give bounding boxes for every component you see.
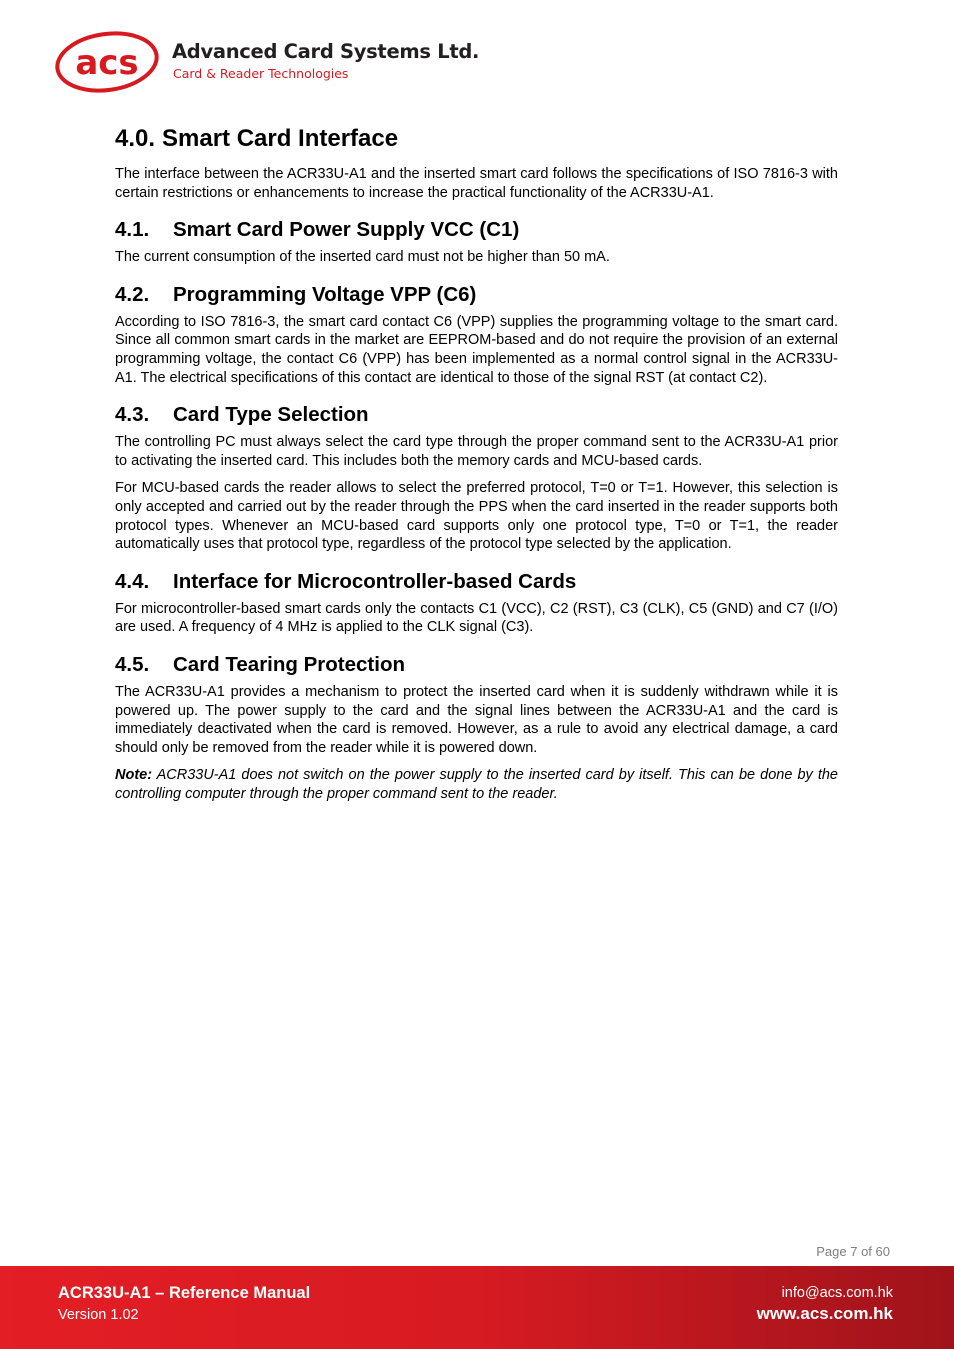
subsection-heading-4-3 xyxy=(115,402,838,428)
company-name: Advanced Card Systems Ltd. xyxy=(172,40,480,63)
page-footer xyxy=(0,1266,954,1349)
section-heading xyxy=(115,122,838,156)
section-number: 4.0. xyxy=(115,125,156,152)
footer-version: Version 1.02 xyxy=(58,1307,139,1323)
company-tagline: Card & Reader Technologies xyxy=(173,66,349,81)
paragraph: For microcontroller-based smart cards only the contacts C1 (VCC), C2 (RST), C3 (CLK), C5 (GND) and C7 (I/O) are used. A frequency of 4 MHz is applied to the CLK signal (C3). xyxy=(115,600,838,636)
footer-website-link[interactable]: www.acs.com.hk xyxy=(756,1304,893,1323)
page-number: Page 7 of 60 xyxy=(816,1244,890,1259)
subsection-number: 4.3. xyxy=(115,403,150,427)
subsection-title: Card Tearing Protection xyxy=(173,652,405,676)
logo-mark-text: acs xyxy=(75,43,139,83)
paragraph: The current consumption of the inserted card must not be higher than 50 mA. xyxy=(115,249,610,266)
section-title: Smart Card Interface xyxy=(162,125,399,152)
paragraph: According to ISO 7816-3, the smart card contact C6 (VPP) supplies the programming voltage to the smart card. Since all common smart cards in the market are EEPROM-based and do not require the provision of an external programming voltage, the contact C6 (VPP) has been implemented as a normal control signal in the ACR33U-A1. The electrical specifications of this contact are identical to those of the signal RST (at contact C2). xyxy=(115,313,838,386)
subsection-title: Card Type Selection xyxy=(173,403,369,427)
subsection-heading-4-1 xyxy=(115,217,838,243)
paragraph: The ACR33U-A1 provides a mechanism to protect the inserted card when it is suddenly withdrawn while it is powered up. The power supply to the card and the signal lines between the ACR33U-A1 and the card is immediately deactivated when the card is removed. However, as a rule to avoid any electrical damage, a card should only be removed from the reader while it is powered down. xyxy=(115,683,838,756)
subsection-number: 4.4. xyxy=(115,569,150,593)
paragraph: The controlling PC must always select the card type through the proper command sent to the ACR33U-A1 prior to activating the inserted card. This includes both the memory cards and MCU-based cards. xyxy=(115,434,838,469)
subsection-heading-4-4 xyxy=(115,569,838,595)
subsection-heading-4-2 xyxy=(115,282,838,308)
company-logo xyxy=(55,30,480,94)
subsection-heading-4-5 xyxy=(115,652,838,678)
acs-logo-icon xyxy=(55,30,159,94)
subsection-title: Interface for Microcontroller-based Cards xyxy=(173,569,577,593)
subsection-number: 4.5. xyxy=(115,652,150,676)
footer-email-link[interactable]: info@acs.com.hk xyxy=(781,1285,893,1301)
main-content xyxy=(115,122,838,812)
subsection-title: Programming Voltage VPP (C6) xyxy=(173,282,477,306)
note-text: ACR33U-A1 does not switch on the power supply to the inserted card by itself. This can be done by the controlling computer through the proper command sent to the reader. xyxy=(115,767,838,802)
note-paragraph xyxy=(115,766,838,803)
paragraph: For MCU-based cards the reader allows to select the preferred protocol, T=0 or T=1. However, this selection is only accepted and carried out by the reader through the PPS when the card inserted in the reader supports both protocol types. Whenever an MCU-based card supports only one protocol type, T=0 or T=1, the reader automatically uses that protocol type, regardless of the protocol type selected by the application. xyxy=(115,480,838,553)
section-intro: The interface between the ACR33U-A1 and the inserted smart card follows the specifications of ISO 7816-3 with certain restrictions or enhancements to increase the practical functionality of the ACR33U-A1. xyxy=(115,166,838,201)
note-label: Note: xyxy=(115,767,153,784)
subsection-number: 4.2. xyxy=(115,282,150,306)
footer-manual-title: ACR33U-A1 – Reference Manual xyxy=(58,1284,311,1302)
subsection-number: 4.1. xyxy=(115,218,150,242)
subsection-title: Smart Card Power Supply VCC (C1) xyxy=(173,218,520,242)
